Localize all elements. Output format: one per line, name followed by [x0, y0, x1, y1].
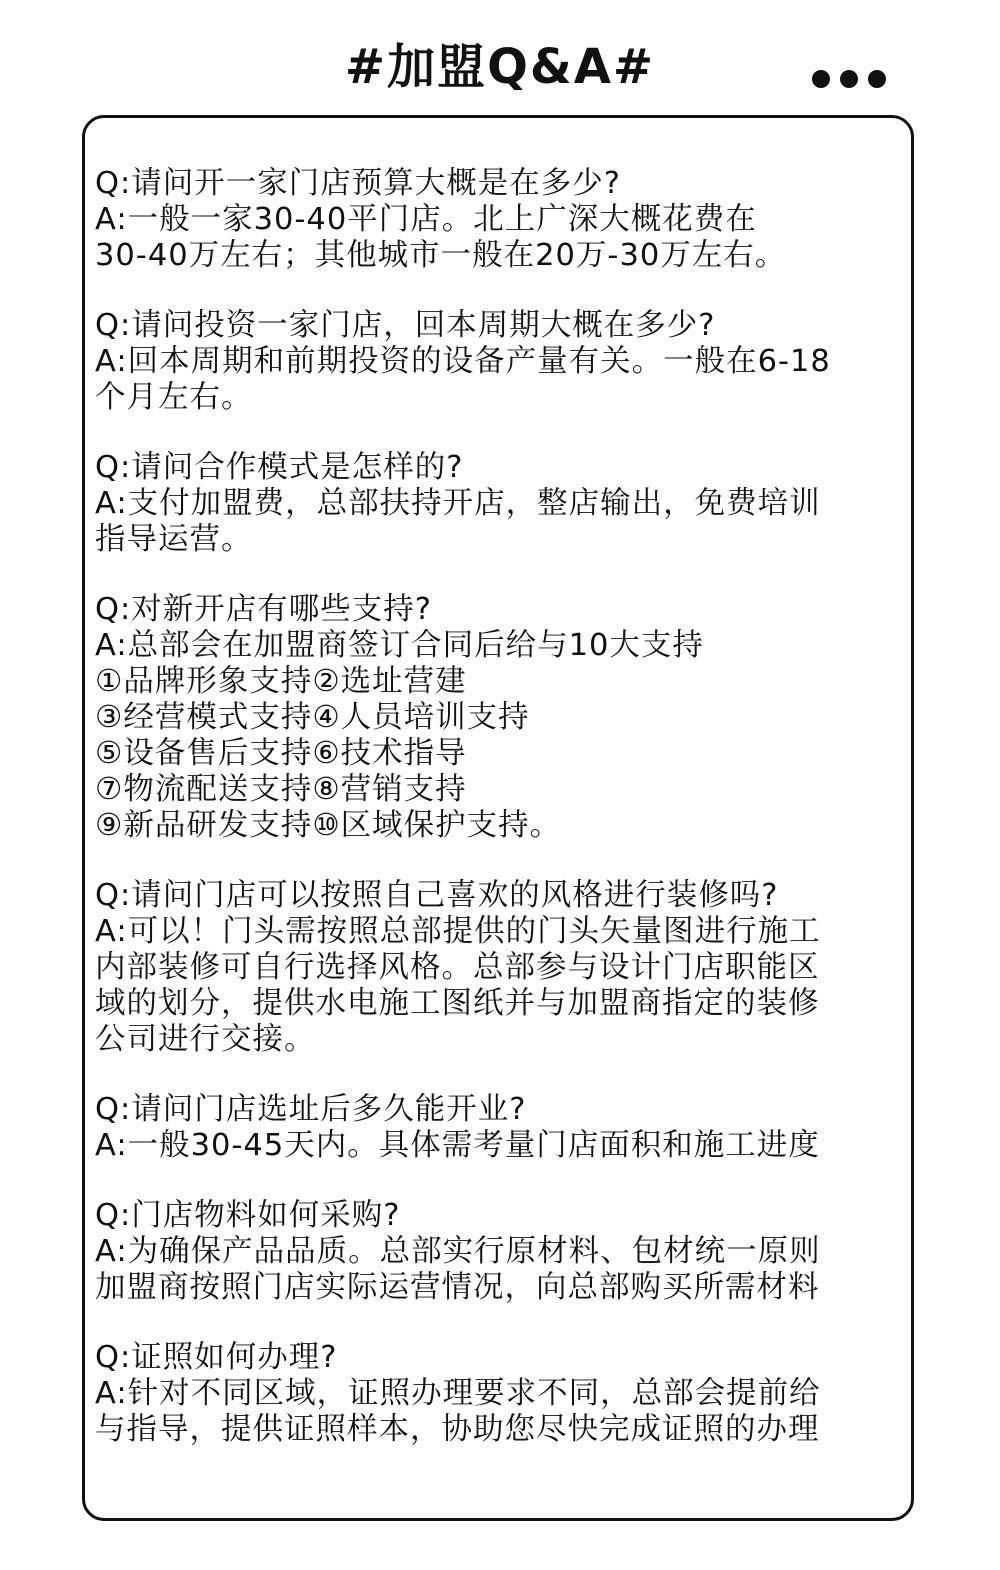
answer-text: A:针对不同区域，证照办理要求不同，总部会提前给 [95, 1376, 821, 1411]
answer-text: 与指导，提供证照样本，协助您尽快完成证照的办理 [95, 1412, 820, 1447]
question-text: Q:请问门店选址后多久能开业? [95, 1092, 527, 1127]
answer-text: A:支付加盟费，总部扶持开店，整店输出，免费培训 [95, 486, 821, 521]
answer-text: ⑨新品研发支持⑩区域保护支持。 [95, 808, 562, 843]
dot [868, 70, 886, 88]
qa-item [95, 308, 905, 416]
question-text: Q:请问投资一家门店，回本周期大概在多少? [95, 308, 716, 343]
question-text: Q:证照如何办理? [95, 1340, 338, 1375]
answer-text: 域的划分，提供水电施工图纸并与加盟商指定的装修 [95, 986, 820, 1021]
answer-text: A:总部会在加盟商签订合同后给与10大支持 [95, 628, 704, 663]
qa-item [95, 450, 905, 558]
question-text: Q:请问开一家门店预算大概是在多少? [95, 166, 621, 201]
answer-text: A:回本周期和前期投资的设备产量有关。一般在6-18 [95, 344, 831, 379]
question-text: Q:请问门店可以按照自己喜欢的风格进行装修吗? [95, 878, 779, 913]
answer-text: 30-40万左右；其他城市一般在20万-30万左右。 [95, 238, 787, 273]
dot [840, 70, 858, 88]
answer-text: A:可以！门头需按照总部提供的门头矢量图进行施工 [95, 914, 821, 949]
question-text: Q:对新开店有哪些支持? [95, 592, 432, 627]
qa-item [95, 1340, 905, 1448]
answer-text: A:一般30-45天内。具体需考量门店面积和施工进度 [95, 1128, 820, 1163]
answer-text: 内部装修可自行选择风格。总部参与设计门店职能区 [95, 950, 820, 985]
answer-text: ①品牌形象支持②选址营建 [95, 664, 467, 699]
answer-text: ⑦物流配送支持⑧营销支持 [95, 772, 467, 807]
dot [812, 70, 830, 88]
question-text: Q:请问合作模式是怎样的? [95, 450, 464, 485]
answer-text: A:一般一家30-40平门店。北上广深大概花费在 [95, 202, 757, 237]
qa-item [95, 1092, 905, 1164]
page-title: #加盟Q&A# [344, 39, 656, 95]
answer-text: ⑤设备售后支持⑥技术指导 [95, 736, 467, 771]
answer-text: A:为确保产品品质。总部实行原材料、包材统一原则 [95, 1234, 821, 1269]
qa-item [95, 592, 905, 844]
qa-card [82, 115, 914, 1521]
question-text: Q:门店物料如何采购? [95, 1198, 401, 1233]
qa-item [95, 1198, 905, 1306]
answer-text: 公司进行交接。 [95, 1022, 316, 1057]
answer-text: 加盟商按照门店实际运营情况，向总部购买所需材料 [95, 1270, 820, 1305]
answer-text: 个月左右。 [95, 380, 253, 415]
answer-text: 指导运营。 [95, 522, 253, 557]
more-options-icon[interactable] [812, 70, 886, 88]
qa-item [95, 878, 905, 1058]
answer-text: ③经营模式支持④人员培训支持 [95, 700, 530, 735]
qa-item [95, 166, 905, 274]
